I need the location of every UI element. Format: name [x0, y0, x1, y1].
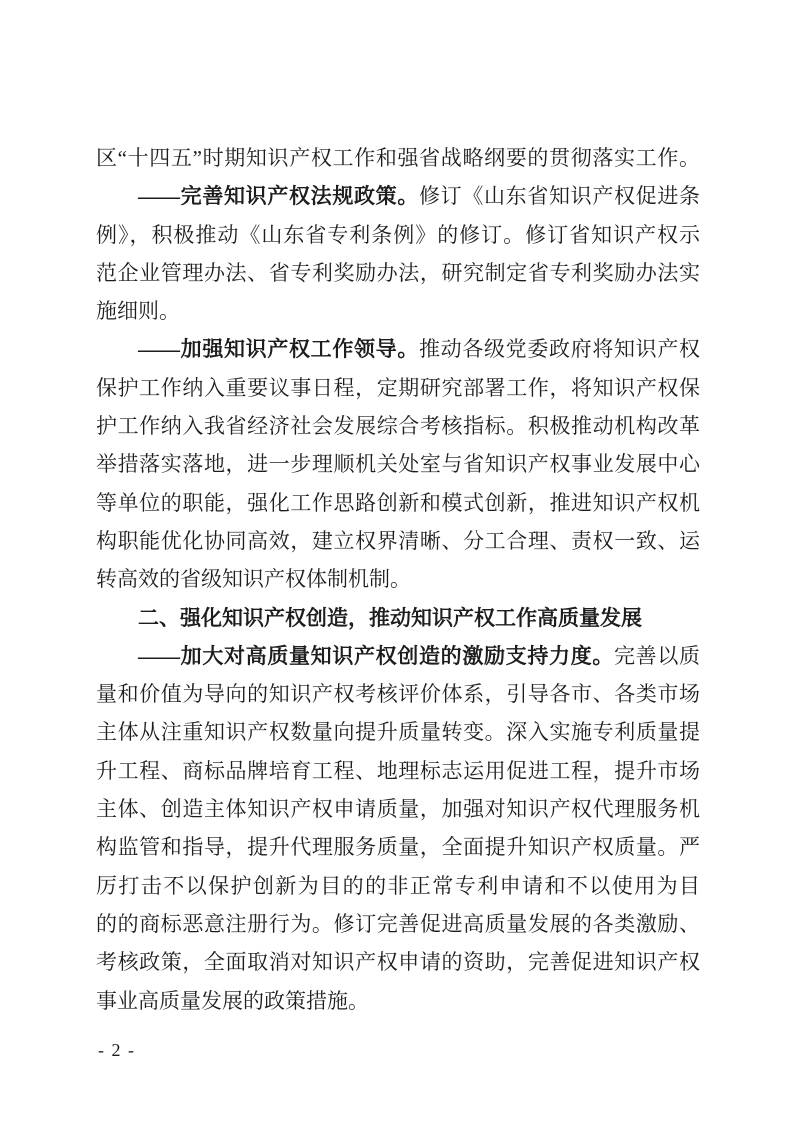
- document-line: [96, 177, 700, 215]
- line-text-segment: 例》，积极推动《山东省专利条例》的修订。修订省知识产权示: [96, 222, 700, 247]
- line-text-segment: 推动各级党委政府将知识产权: [419, 337, 700, 362]
- line-text-segment: 主体从注重知识产权数量向提升质量转变。深入实施专利质量提: [96, 720, 700, 745]
- line-text-segment: 厉打击不以保护创新为目的的非正常专利申请和不以使用为目: [96, 873, 700, 898]
- document-line: [96, 637, 700, 675]
- document-line: [96, 216, 700, 254]
- line-text-segment: 范企业管理办法、省专利奖励办法，研究制定省专利奖励办法实: [96, 260, 700, 285]
- document-line: [96, 790, 700, 828]
- line-text-segment: 升工程、商标品牌培育工程、地理标志运用促进工程，提升市场: [96, 758, 700, 783]
- line-text-segment: 施细则。: [96, 299, 180, 324]
- document-line: [96, 905, 700, 943]
- line-text-segment: 主体、创造主体知识产权申请质量，加强对知识产权代理服务机: [96, 797, 700, 822]
- line-text-segment: 构职能优化协同高效，建立权界清晰、分工合理、责权一致、运: [96, 528, 700, 553]
- document-line: [96, 675, 700, 713]
- line-bold-segment: ——加大对高质量知识产权创造的激励支持力度。: [138, 643, 614, 668]
- document-line: [96, 752, 700, 790]
- document-line: [96, 369, 700, 407]
- section-heading: [96, 599, 700, 637]
- line-text-segment: 转高效的省级知识产权体制机制。: [96, 567, 411, 592]
- line-text-segment: 构监管和指导，提升代理服务质量，全面提升知识产权质量。严: [96, 835, 700, 860]
- document-line: [96, 867, 700, 905]
- document-line: [96, 254, 700, 292]
- line-text-segment: 的的商标恶意注册行为。修订完善促进高质量发展的各类激励、: [96, 911, 700, 936]
- page-number: - 2 -: [98, 1040, 136, 1060]
- line-text-segment: 完善以质: [614, 643, 700, 668]
- line-text-segment: 修订《山东省知识产权促进条: [419, 184, 700, 209]
- line-bold-segment: ——加强知识产权工作领导。: [138, 337, 419, 362]
- line-text-segment: 护工作纳入我省经济社会发展综合考核指标。积极推动机构改革: [96, 414, 700, 439]
- document-line: [96, 330, 700, 368]
- document-line: [96, 522, 700, 560]
- document-line: [96, 445, 700, 483]
- line-text-segment: 举措落实落地，进一步理顺机关处室与省知识产权事业发展中心: [96, 452, 700, 477]
- line-text-segment: 事业高质量发展的政策措施。: [96, 988, 369, 1013]
- document-line: [96, 484, 700, 522]
- document-line: [96, 828, 700, 866]
- document-line: [96, 982, 700, 1020]
- line-text-segment: 保护工作纳入重要议事日程，定期研究部署工作，将知识产权保: [96, 375, 700, 400]
- line-bold-segment: ——完善知识产权法规政策。: [138, 184, 419, 209]
- line-text-segment: 考核政策，全面取消对知识产权申请的资助，完善促进知识产权: [96, 950, 700, 975]
- line-text-segment: 等单位的职能，强化工作思路创新和模式创新，推进知识产权机: [96, 490, 700, 515]
- document-line: [96, 139, 700, 177]
- document-body: [96, 139, 700, 1020]
- line-text-segment: 区“十四五”时期知识产权工作和强省战略纲要的贯彻落实工作。: [96, 146, 700, 170]
- document-line: [96, 943, 700, 981]
- document-line: [96, 560, 700, 598]
- document-line: [96, 713, 700, 751]
- line-text-segment: 量和价值为导向的知识产权考核评价体系，引导各市、各类市场: [96, 682, 700, 707]
- document-line: [96, 407, 700, 445]
- heading-text: 二、强化知识产权创造，推动知识产权工作高质量发展: [138, 605, 642, 630]
- document-line: [96, 292, 700, 330]
